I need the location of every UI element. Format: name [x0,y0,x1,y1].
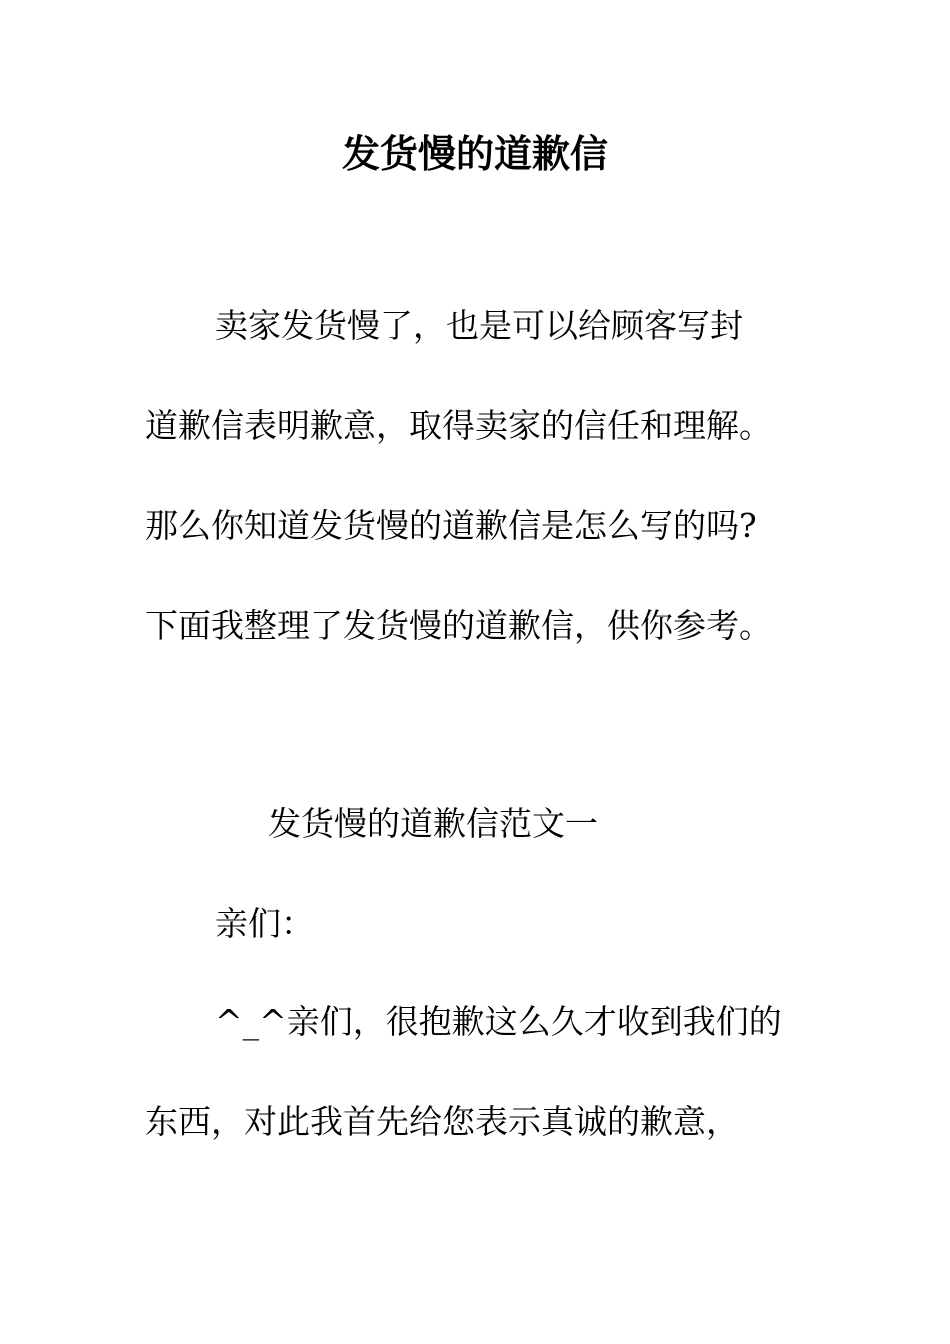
intro-line-2: 道歉信表明歉意，取得卖家的信任和理解。 [145,406,772,445]
body-line-1: ^_^亲们，很抱歉这么久才收到我们的 [215,1002,782,1041]
intro-line-3: 那么你知道发货慢的道歉信是怎么写的吗? [145,506,757,545]
intro-line-4: 下面我整理了发货慢的道歉信，供你参考。 [145,606,772,645]
body-line-2: 东西，对此我首先给您表示真诚的歉意， [145,1102,739,1141]
document-title: 发货慢的道歉信 [341,131,608,176]
intro-line-1: 卖家发货慢了，也是可以给顾客写封 [215,306,743,345]
section-heading: 发货慢的道歉信范文一 [268,804,598,843]
salutation: 亲们： [215,904,314,943]
